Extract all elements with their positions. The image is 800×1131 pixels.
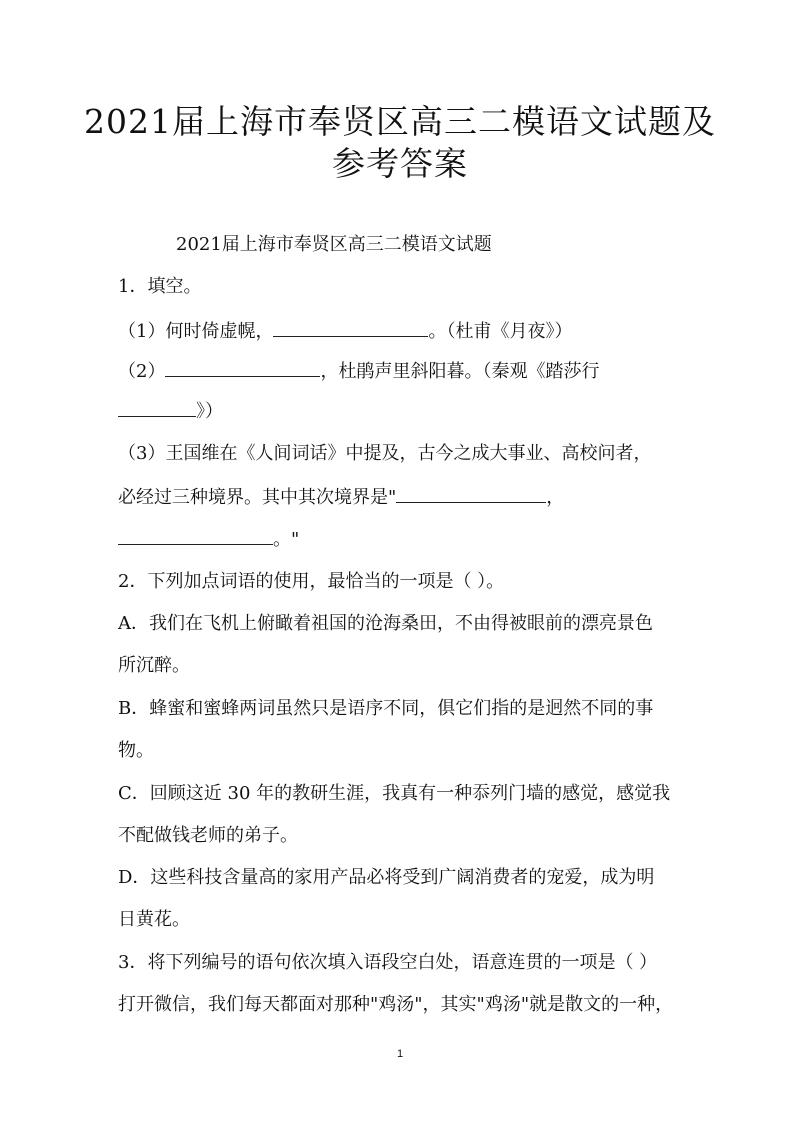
answer-blank [118, 398, 196, 417]
q2-option-a-line1: A．我们在飞机上俯瞰着祖国的沧海桑田，不由得被眼前的漂亮景色 [118, 613, 653, 634]
q1-item2-suffix: ，杜鹃声里斜阳暮。（秦观《踏莎行 [320, 361, 600, 382]
q2-option-c-line2: 不配做钱老师的弟子。 [118, 825, 298, 846]
q1-item1-prefix: （1）何时倚虚幌， [118, 321, 274, 342]
q3-heading: 3．将下列编号的语句依次填入语段空白处，语意连贯的一项是（ ） [118, 952, 658, 973]
page-number: 1 [396, 1048, 404, 1060]
document-title-line2: 参考答案 [332, 144, 468, 183]
q1-item3-line3-suffix: 。" [273, 529, 300, 550]
document-title-line1: 2021届上海市奉贤区高三二模语文试题及 [84, 102, 716, 141]
q1-item1 [118, 318, 572, 345]
q2-option-d-line1: D．这些科技含量高的家用产品必将受到广阔消费者的宠爱，成为明 [118, 867, 655, 888]
q1-item3-line1: （3）王国维在《人间词话》中提及，古今之成大事业、高校问者， [118, 443, 652, 464]
q1-item3-line2-suffix: ， [546, 487, 565, 508]
q1-item2-end: 》） [196, 401, 223, 422]
q2-option-b-line2: 物。 [118, 740, 154, 761]
q1-item2-prefix: （2） [118, 361, 166, 382]
q2-option-a-line2: 所沉醉。 [118, 655, 190, 676]
q1-item3-line2 [118, 484, 564, 511]
q1-heading: 1．填空。 [118, 276, 202, 297]
q1-item1-suffix: 。（杜甫《月夜》） [428, 321, 573, 342]
answer-blank [165, 358, 320, 377]
q1-item3-line3 [118, 526, 299, 553]
q2-heading: 2．下列加点词语的使用，最恰当的一项是（ ）。 [118, 571, 505, 592]
q3-body-line1: 打开微信，我们每天都面对那种"鸡汤"，其实"鸡汤"就是散文的一种， [118, 994, 674, 1015]
answer-blank [396, 484, 546, 503]
q1-item2 [118, 358, 599, 385]
q2-option-b-line1: B．蜂蜜和蜜蜂两词虽然只是语序不同，俱它们指的是迥然不同的事 [118, 698, 654, 719]
exam-subtitle: 2021届上海市奉贤区高三二模语文试题 [176, 234, 492, 255]
q1-item3-line2-prefix: 必经过三种境界。其中其次境界是" [118, 487, 397, 508]
answer-blank [118, 526, 273, 545]
q1-item2-cont [118, 398, 223, 425]
answer-blank [273, 318, 428, 337]
q2-option-c-line1: C．回顾这近 30 年的教研生涯，我真有一种忝列门墙的感觉，感觉我 [118, 783, 671, 804]
q2-option-d-line2: 日黄花。 [118, 909, 190, 930]
